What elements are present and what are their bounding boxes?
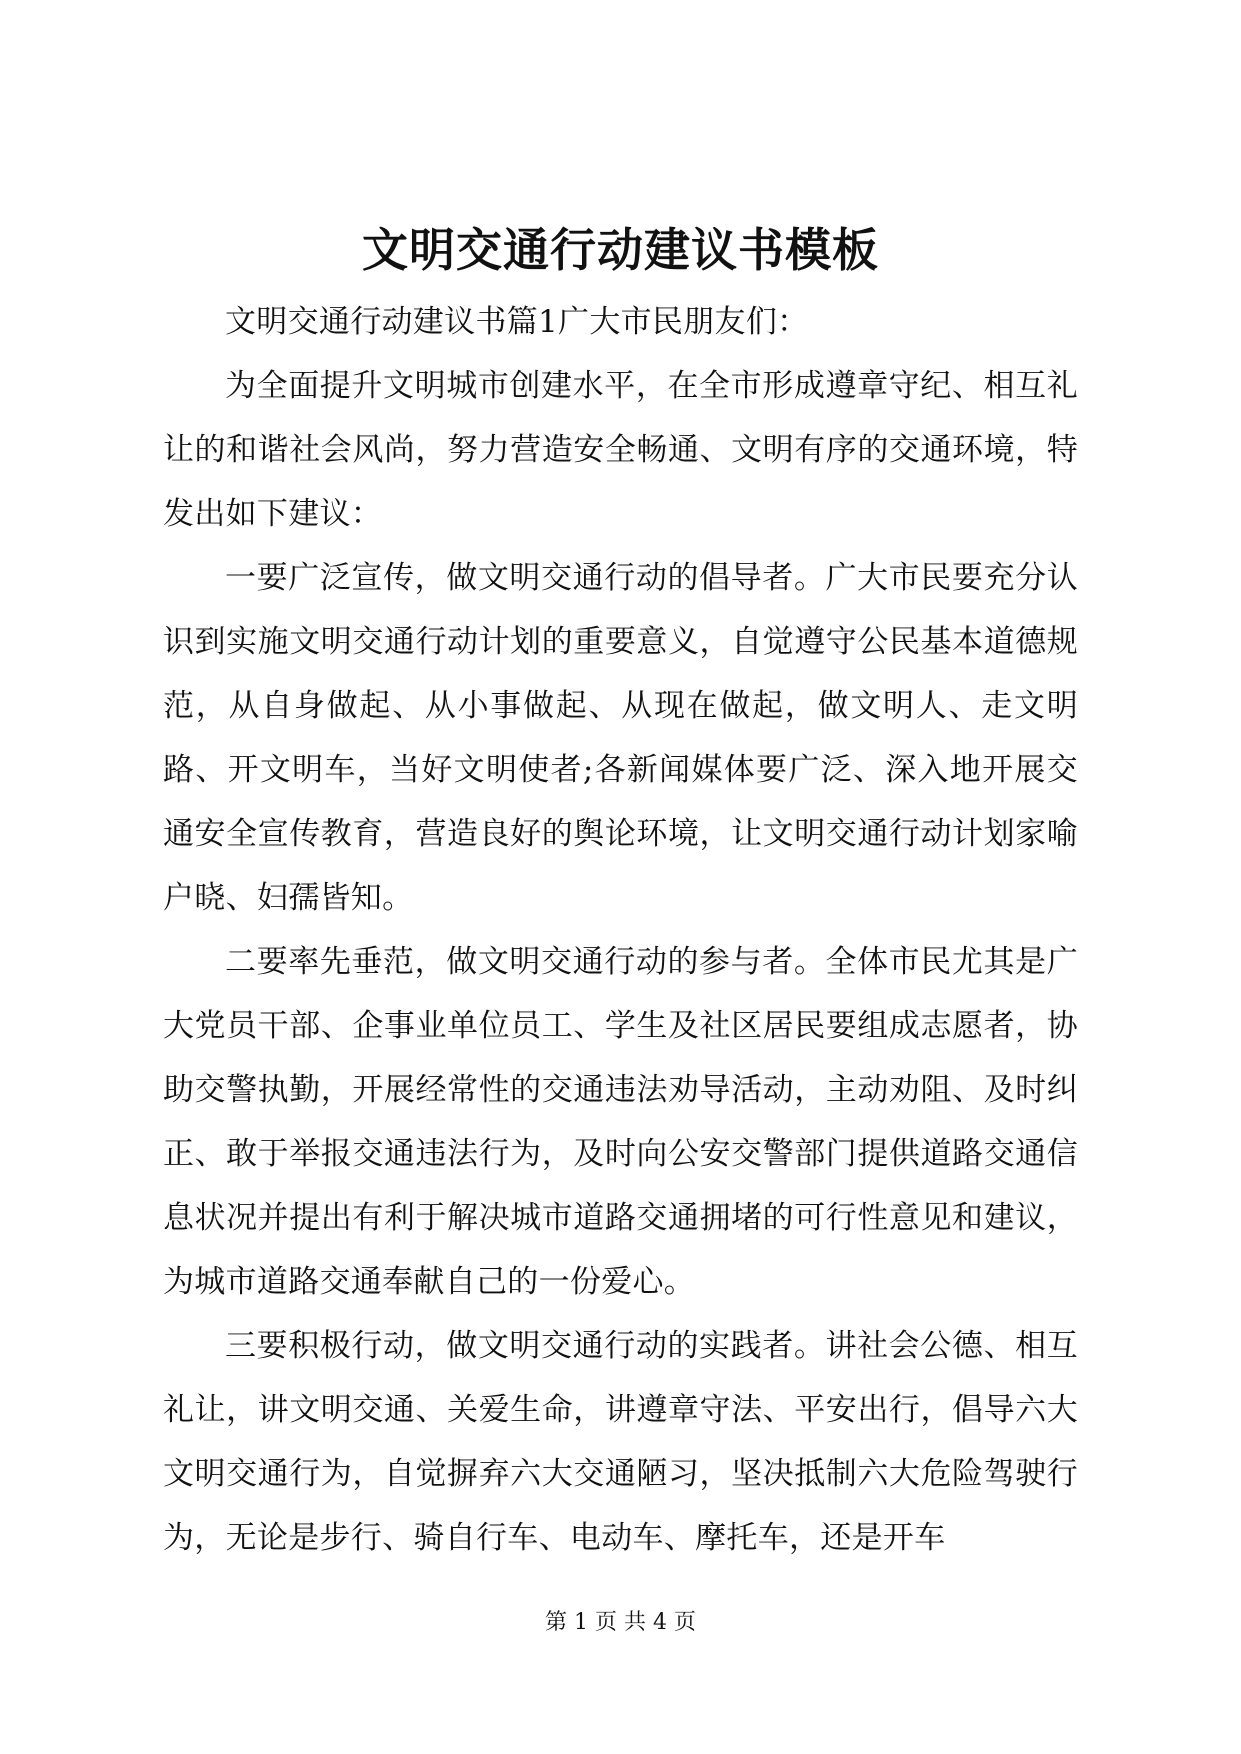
paragraph-point-two: 二要率先垂范，做文明交通行动的参与者。全体市民尤其是广大党员干部、企事业单位员工、学生及社区居民要组成志愿者，协助交警执勤，开展经常性的交通违法劝导活动，主动劝阻、及时纠正、敢于举报交通违法行为，及时向公安交警部门提供道路交通信息状况并提出有利于解决城市道路交通拥堵的可行性意见和建议，为城市道路交通奉献自己的一份爱心。 (163, 944, 1078, 1300)
page-number-footer: 第 1 页 共 4 页 (545, 1610, 696, 1635)
paragraph-point-one: 一要广泛宣传，做文明交通行动的倡导者。广大市民要充分认识到实施文明交通行动计划的重要意义，自觉遵守公民基本道德规范，从自身做起、从小事做起、从现在做起，做文明人、走文明路、开文明车，当好文明使者;各新闻媒体要广泛、深入地开展交通安全宣传教育，营造良好的舆论环境，让文明交通行动计划家喻户晓、妇孺皆知。 (163, 560, 1078, 916)
paragraph-point-three: 三要积极行动，做文明交通行动的实践者。讲社会公德、相互礼让，讲文明交通、关爱生命，讲遵章守法、平安出行，倡导六大文明交通行为，自觉摒弃六大交通陋习，坚决抵制六大危险驾驶行为，无论是步行、骑自行车、电动车、摩托车，还是开车 (163, 1328, 1078, 1556)
paragraph-intro: 文明交通行动建议书篇1广大市民朋友们： (225, 304, 809, 340)
document-body (163, 290, 1078, 1570)
paragraph-purpose: 为全面提升文明城市创建水平，在全市形成遵章守纪、相互礼让的和谐社会风尚，努力营造安全畅通、文明有序的交通环境，特发出如下建议： (163, 368, 1078, 532)
document-title: 文明交通行动建议书模板 (362, 223, 879, 277)
